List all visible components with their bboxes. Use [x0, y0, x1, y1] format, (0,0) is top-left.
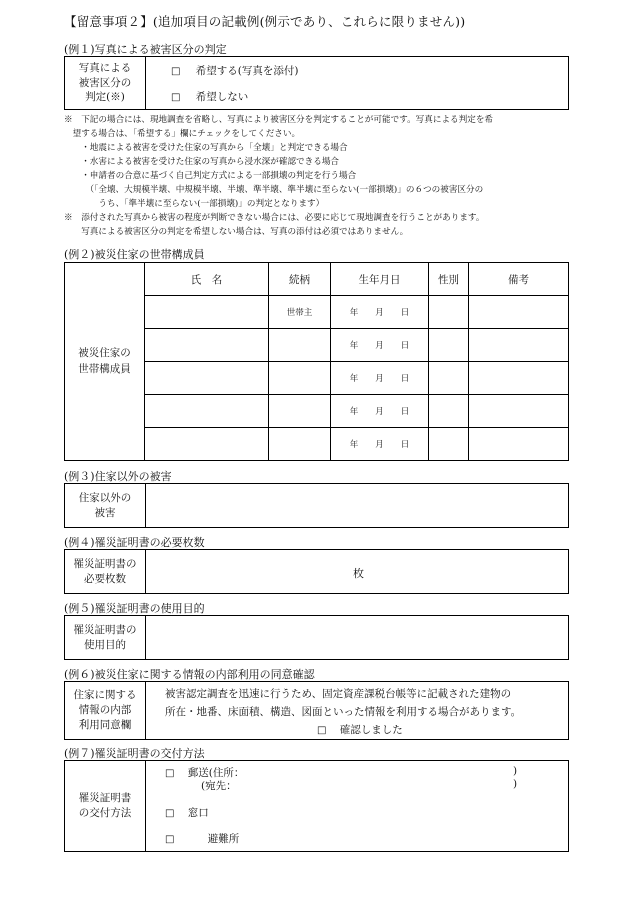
- birthdate-cell[interactable]: 年 月 日: [331, 296, 429, 329]
- gender-cell[interactable]: [429, 428, 469, 461]
- ex5-label: [65, 616, 146, 659]
- gender-cell[interactable]: [429, 362, 469, 395]
- ex1-heading: (例１)写真による被害区分の判定: [64, 43, 227, 56]
- delivery-window-option[interactable]: [165, 805, 209, 820]
- page-title: 【留意事項２】(追加項目の記載例(例示であり、これらに限りません)): [64, 14, 466, 29]
- note-line: 写真による被害区分の判定を希望しない場合は、写真の添付は必須ではありません。: [64, 227, 409, 237]
- name-cell[interactable]: [145, 296, 269, 329]
- checkbox[interactable]: □: [165, 808, 175, 819]
- name-cell[interactable]: [145, 362, 269, 395]
- delivery-shelter-option[interactable]: [165, 831, 239, 846]
- ex5-label-line: 使用目的: [84, 638, 126, 651]
- consent-line: 所在・地番、床面積、構造、図面といった情報を利用する場合があります。: [165, 706, 522, 718]
- gender-cell[interactable]: [429, 329, 469, 362]
- ex4-label-line: 罹災証明書の: [73, 557, 137, 570]
- option-label: 希望する(写真を添付): [195, 65, 299, 77]
- confirm-label: 確認しました: [339, 724, 403, 736]
- name-cell[interactable]: [145, 329, 269, 362]
- photo-wish-option[interactable]: [171, 63, 299, 78]
- checkbox[interactable]: □: [165, 768, 175, 779]
- non-dwelling-damage-field[interactable]: [146, 484, 568, 527]
- photo-no-wish-option[interactable]: [171, 89, 248, 104]
- header-birthdate: 生年月日: [331, 263, 429, 296]
- note-line: ※ 下記の場合には、現地調査を省略し、写真により被害区分を判定することが可能です。写真による判定を希: [64, 115, 494, 125]
- note-line: ・地震による被害を受けた住家の写真から「全壊」と判定できる場合: [64, 143, 348, 153]
- gender-cell[interactable]: [429, 296, 469, 329]
- birthdate-cell[interactable]: 年 月 日: [331, 362, 429, 395]
- remarks-cell[interactable]: [469, 395, 569, 428]
- note-line: うち、「準半壊に至らない(一部損壊)」の判定となります）: [64, 199, 325, 209]
- household-label-line: 被災住家の: [78, 346, 131, 359]
- checkbox[interactable]: □: [165, 834, 175, 845]
- ex4-label-line: 必要枚数: [84, 572, 126, 585]
- ex7-label-line: の交付方法: [78, 807, 132, 819]
- checkbox[interactable]: □: [171, 66, 181, 77]
- remarks-cell[interactable]: [469, 296, 569, 329]
- window-label: 窓口: [187, 807, 209, 819]
- name-cell[interactable]: [145, 428, 269, 461]
- birthdate-cell[interactable]: 年 月 日: [331, 395, 429, 428]
- ex2-heading: (例２)被災住家の世帯構成員: [64, 248, 205, 261]
- ex6-box: [64, 681, 569, 740]
- header-gender: 性別: [429, 263, 469, 296]
- ex3-heading: (例３)住家以外の被害: [64, 470, 172, 483]
- copies-unit: 枚: [353, 567, 364, 580]
- relation-cell[interactable]: [269, 362, 331, 395]
- birthdate-cell[interactable]: 年 月 日: [331, 428, 429, 461]
- remarks-cell[interactable]: [469, 428, 569, 461]
- consent-line: 被害認定調査を迅速に行うため、固定資産課税台帳等に記載された建物の: [165, 688, 512, 700]
- ex7-label: [65, 761, 146, 851]
- ex1-box: [64, 56, 569, 110]
- household-label-line: 世帯構成員: [78, 362, 131, 375]
- purpose-field[interactable]: [146, 616, 568, 659]
- mail-to-label: (宛先：: [201, 780, 237, 792]
- ex6-heading: (例６)被災住家に関する情報の内部利用の同意確認: [64, 668, 315, 681]
- ex6-label-line: 利用同意欄: [78, 718, 132, 731]
- ex3-label: [65, 484, 146, 527]
- ex4-box: [64, 549, 569, 594]
- checkbox[interactable]: □: [317, 725, 327, 736]
- household-label: [65, 263, 145, 461]
- gender-cell[interactable]: [429, 395, 469, 428]
- ex7-label-line: 罹災証明書: [78, 792, 132, 805]
- relation-cell[interactable]: [269, 395, 331, 428]
- note-line: ・申請者の合意に基づく自己判定方式による一部損壊の判定を行う場合: [64, 171, 357, 181]
- close-paren: ): [513, 765, 518, 777]
- ex4-label: [65, 550, 146, 593]
- ex3-label-line: 被害: [94, 506, 116, 519]
- birthdate-cell[interactable]: 年 月 日: [331, 329, 429, 362]
- name-cell[interactable]: [145, 395, 269, 428]
- ex1-label-line: 被害区分の: [78, 76, 132, 89]
- relation-cell[interactable]: [269, 428, 331, 461]
- note-line: （「全壊、大規模半壊、中規模半壊、半壊、準半壊、準半壊に至らない(一部損壊)」の６つの被害区分の: [64, 185, 484, 195]
- header-relation: 続柄: [269, 263, 331, 296]
- ex6-label-line: 情報の内部: [78, 704, 132, 717]
- ex1-label: [65, 57, 146, 109]
- ex3-label-line: 住家以外の: [78, 491, 132, 504]
- ex5-heading: (例５)罹災証明書の使用目的: [64, 602, 205, 615]
- ex1-label-line: 判定(※): [85, 91, 125, 104]
- header-remarks: 備考: [469, 263, 569, 296]
- ex6-label: [65, 682, 146, 739]
- ex7-heading: (例７)罹災証明書の交付方法: [64, 747, 205, 760]
- note-line: ・水害による被害を受けた住家の写真から浸水深が確認できる場合: [64, 157, 340, 167]
- shelter-label: 避難所: [207, 833, 240, 845]
- household-table: [64, 262, 569, 461]
- ex7-box: [64, 760, 569, 852]
- ex5-box: [64, 615, 569, 660]
- mail-label: 郵送(住所：: [187, 767, 245, 779]
- relation-cell: 世帯主: [269, 296, 331, 329]
- consent-confirm-option[interactable]: [165, 721, 568, 740]
- ex5-label-line: 罹災証明書の: [73, 623, 137, 636]
- checkbox[interactable]: □: [171, 92, 181, 103]
- note-line: ※ 添付された写真から被害の程度が判断できない場合には、必要に応じて現地調査を行うことがあります。: [64, 213, 485, 223]
- relation-cell[interactable]: [269, 329, 331, 362]
- ex1-label-line: 写真による: [78, 61, 132, 74]
- close-paren: ): [513, 778, 518, 790]
- remarks-cell[interactable]: [469, 362, 569, 395]
- ex6-label-line: 住家に関する: [73, 689, 137, 702]
- ex4-heading: (例４)罹災証明書の必要枚数: [64, 536, 205, 549]
- header-name: 氏 名: [145, 263, 269, 296]
- ex3-box: [64, 483, 569, 528]
- note-line: 望する場合は、「希望する」欄にチェックをしてください。: [64, 129, 301, 139]
- consent-text: [153, 682, 568, 739]
- option-label: 希望しない: [195, 91, 249, 103]
- remarks-cell[interactable]: [469, 329, 569, 362]
